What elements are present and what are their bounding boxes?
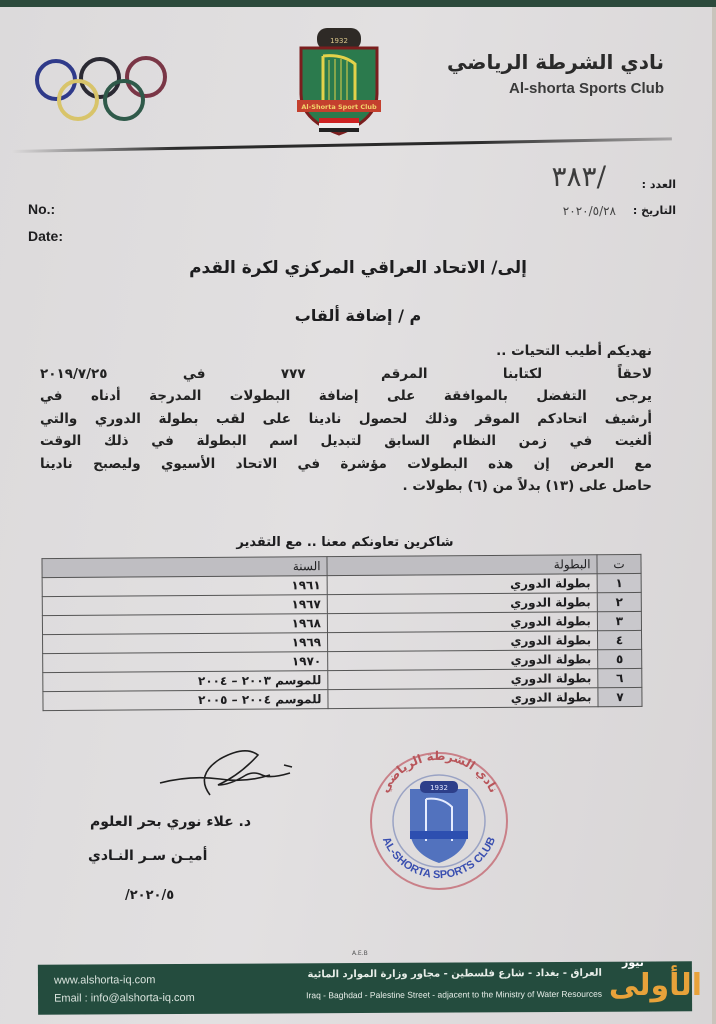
table-row: [43, 687, 642, 710]
row-title: بطولة الدوري: [328, 688, 598, 709]
date-label-arabic: التاريخ :: [632, 204, 676, 217]
row-index: ٢: [597, 592, 641, 611]
subject-line: م / إضافة ألقاب: [294, 306, 422, 325]
address-english: Iraq - Baghdad - Palestine Street - adjacent to the Ministry of Water Resources: [306, 988, 603, 1001]
row-index: ١: [597, 573, 641, 592]
header-index: ت: [597, 554, 641, 573]
svg-text:1932: 1932: [430, 784, 448, 792]
header-title: البطولة: [327, 555, 597, 576]
email-link[interactable]: Email : info@alshorta-iq.com: [54, 991, 195, 1005]
header-year: السنة: [42, 557, 327, 578]
club-stamp: [360, 745, 518, 895]
row-year: ١٩٧٠: [43, 652, 328, 673]
addressee: إلى/ الاتحاد العراقي المركزي لكرة القدم: [189, 258, 527, 278]
row-title: بطولة الدوري: [327, 574, 597, 595]
body-line: ألغيت في زمن النظام السابق لتبديل اسم البطولة في ذلك الوقت: [40, 433, 652, 449]
letter-number: ٣٨٣/: [551, 160, 606, 193]
row-year: للموسم ٢٠٠٣ – ٢٠٠٤: [43, 671, 328, 692]
signature-date: ٢٠٢٠/٥/: [125, 888, 175, 903]
row-year: ١٩٦٨: [42, 614, 327, 635]
row-index: ٧: [598, 687, 642, 706]
row-year: للموسم ٢٠٠٤ – ٢٠٠٥: [43, 690, 328, 711]
row-index: ٣: [597, 611, 641, 630]
closing-line: شاكرين تعاونكم معنا .. مع التقدير: [236, 535, 454, 550]
row-title: بطولة الدوري: [328, 631, 598, 652]
address-arabic: العراق - بغداد - شارع فلسطين - مجاور وزارة الموارد المائية: [307, 967, 602, 981]
body-line: لاحقاً لكتابنا المرقم ٧٧٧ في ٢٠١٩/٧/٢٥: [40, 365, 653, 382]
greeting: نهديكم أطيب التحيات ..: [496, 343, 652, 359]
olympic-rings-icon: [32, 50, 177, 125]
number-label-english: No.:: [28, 201, 56, 217]
svg-text:Al-Shorta Sport Club: Al-Shorta Sport Club: [301, 103, 377, 111]
club-name-english: Al-shorta Sports Club: [508, 80, 664, 97]
top-border: [0, 0, 716, 7]
footer-mark: A.E.B: [352, 950, 368, 957]
body-line: يرجى التفضل بالموافقة على إضافة البطولات المدرجة أدناه في: [40, 388, 652, 404]
svg-text:نادي الشرطة الرياضي: نادي الشرطة الرياضي: [377, 748, 501, 795]
svg-text:AL-SHORTA SPORTS CLUB: AL-SHORTA SPORTS CLUB: [379, 835, 499, 882]
svg-text:1932: 1932: [330, 37, 348, 45]
row-title: بطولة الدوري: [327, 593, 597, 614]
club-name-arabic: نادي الشرطة الرياضي: [446, 50, 664, 74]
page-edge: [712, 7, 716, 1024]
row-index: ٥: [598, 649, 642, 668]
handwritten-signature: [150, 745, 300, 815]
row-year: ١٩٦٧: [42, 595, 327, 616]
watermark-text: الأولى: [608, 968, 702, 1003]
body-line: أرشيف اتحادكم الموقر وذلك لحصول نادينا على لقب بطولة الدوري والتي: [40, 410, 652, 427]
footer-band: [38, 961, 692, 1014]
news-watermark-logo: [608, 956, 704, 1008]
watermark-subtext: نيوز: [622, 956, 644, 969]
body-line: حاصل على (١٣) بدلاً من (٦) بطولات .: [402, 478, 652, 494]
letter-body: [40, 340, 652, 498]
row-title: بطولة الدوري: [327, 612, 597, 633]
number-label-arabic: العدد :: [641, 178, 676, 191]
body-line: مع العرض إن هذه البطولات مؤشرة في الاتحاد الأسيوي وليصبح نادينا: [40, 455, 652, 472]
row-year: ١٩٦١: [42, 576, 327, 597]
row-index: ٦: [598, 668, 642, 687]
club-crest-logo: [293, 24, 385, 142]
row-title: بطولة الدوري: [328, 669, 598, 690]
row-index: ٤: [597, 630, 641, 649]
letter-date: ٢٠٢٠/٥/٢٨: [562, 204, 616, 218]
titles-table: [41, 554, 642, 711]
website-link[interactable]: www.alshorta-iq.com: [53, 974, 156, 987]
row-title: بطولة الدوري: [328, 650, 598, 671]
date-label-english: Date:: [28, 228, 64, 244]
signer-title: أميـن سـر النـادي: [88, 848, 208, 864]
row-year: ١٩٦٩: [43, 633, 328, 654]
signer-name: د. علاء نوري بحر العلوم: [90, 814, 252, 830]
